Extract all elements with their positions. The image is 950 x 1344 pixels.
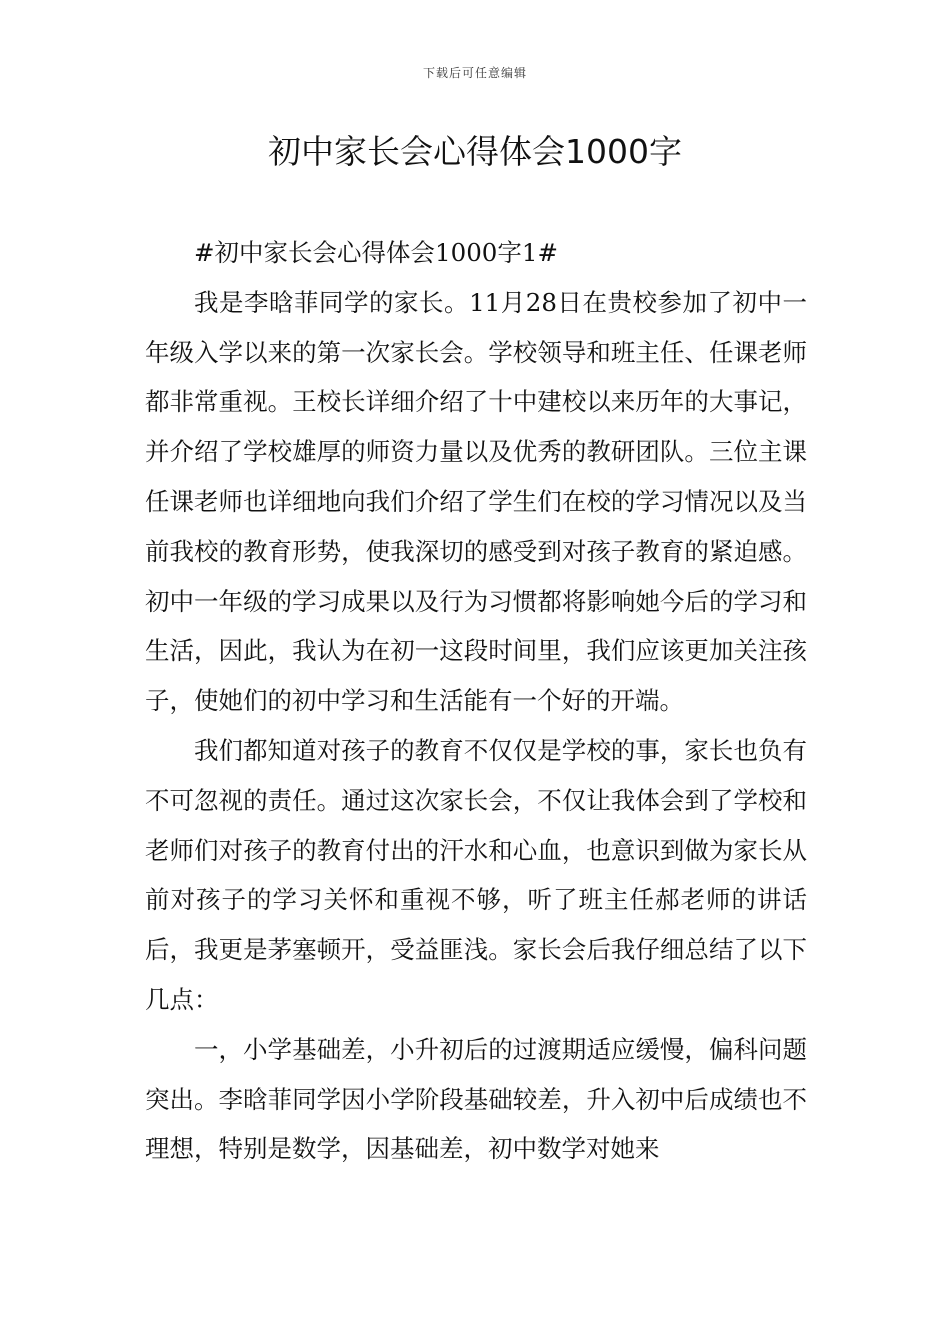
document-title: 初中家长会心得体会1000字 [268, 132, 682, 171]
paragraph-1: 我是李晗菲同学的家长。11月28日在贵校参加了初中一年级入学以来的第一次家长会。学校领导和班主任、任课老师都非常重视。王校长详细介绍了十中建校以来历年的大事记，并介绍了学校雄厚的师资力量以及优秀的教研团队。三位主课任课老师也详细地向我们介绍了学生们在校的学习情况以及当前我校的教育形势，使我深切的感受到对孩子教育的紧迫感。初中一年级的学习成果以及行为习惯都将影响她今后的学习和生活，因此，我认为在初一这段时间里，我们应该更加关注孩子，使她们的初中学习和生活能有一个好的开端。 [145, 287, 807, 716]
paragraph-2: 我们都知道对孩子的教育不仅仅是学校的事，家长也负有不可忽视的责任。通过这次家长会，不仅让我体会到了学校和老师们对孩子的教育付出的汗水和心血，也意识到做为家长从前对孩子的学习关怀和重视不够，听了班主任郝老师的讲话后，我更是茅塞顿开，受益匪浅。家长会后我仔细总结了以下几点： [145, 735, 807, 1014]
paragraph-3: 一，小学基础差，小升初后的过渡期适应缓慢，偏科问题突出。李晗菲同学因小学阶段基础较差，升入初中后成绩也不理想，特别是数学，因基础差，初中数学对她来 [145, 1034, 807, 1164]
section-heading: #初中家长会心得体会1000字1# [194, 238, 558, 267]
document-body [145, 228, 807, 1174]
header-note: 下载后可任意编辑 [422, 66, 527, 80]
